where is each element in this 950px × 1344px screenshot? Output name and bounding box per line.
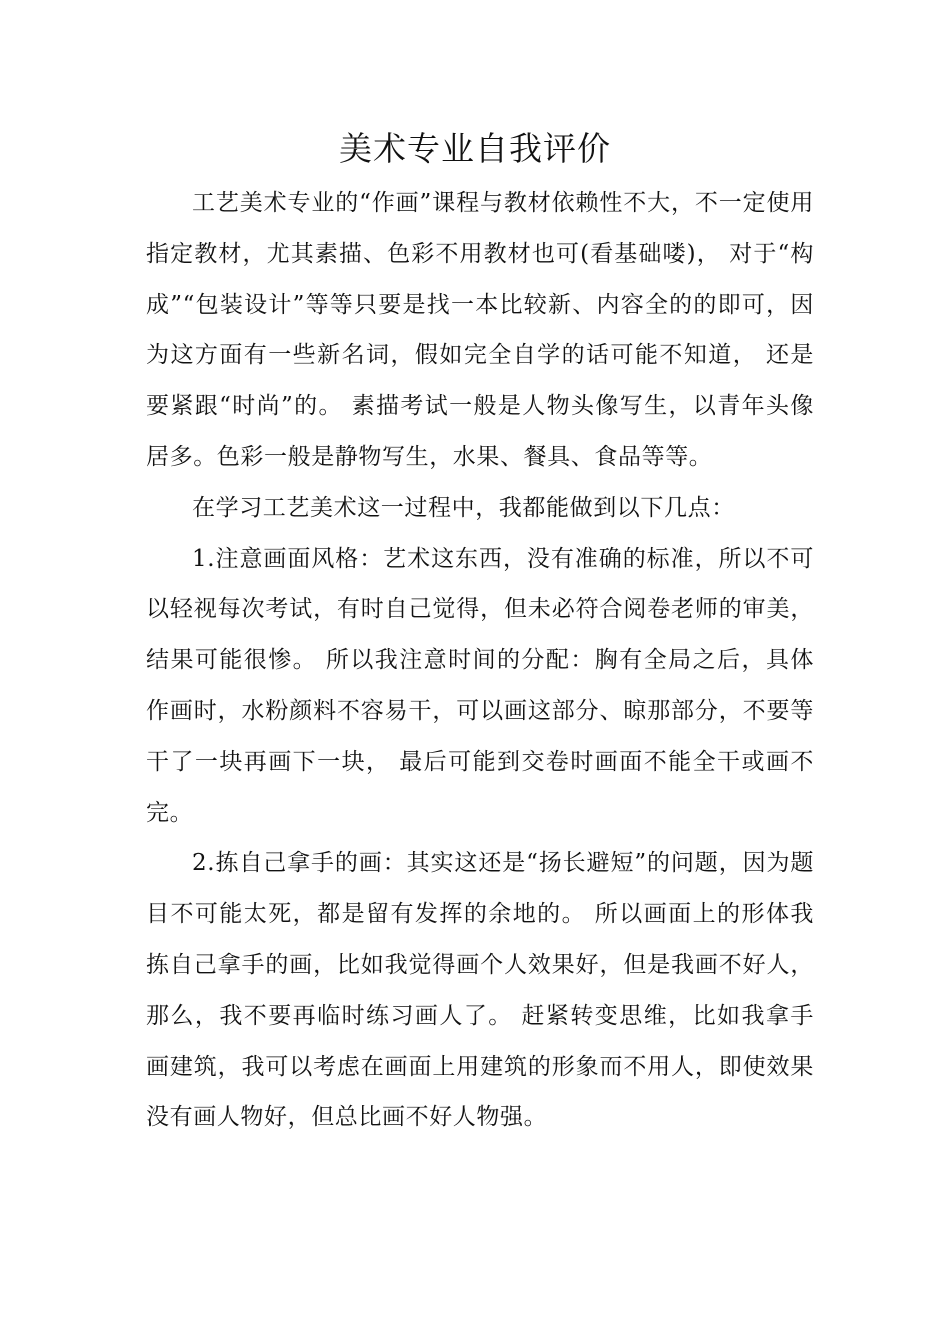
paragraph-intro: 工艺美术专业的“作画”课程与教材依赖性不大，不一定使用指定教材，尤其素描、色彩不用教材也可(看基础喽)， 对于“构成”“包装设计”等等只要是找一本比较新、内容全的的即可，因为这方面有一些新名词，假如完全自学的话可能不知道， 还是要紧跟“时尚”的。 素描考试一般是人物头像写生，以青年头像居多。色彩一般是静物写生，水果、餐具、食品等等。 xyxy=(146,190,814,470)
document-body xyxy=(146,178,814,1143)
document-title: 美术专业自我评价 xyxy=(339,129,611,168)
paragraph-point-2: 2.拣自己拿手的画：其实这还是“扬长避短”的问题，因为题目不可能太死，都是留有发挥的余地的。 所以画面上的形体我拣自己拿手的画，比如我觉得画个人效果好，但是我画不好人，那么，我不要再临时练习画人了。 赶紧转变思维，比如我拿手画建筑，我可以考虑在画面上用建筑的形象而不用人，即使效果没有画人物好，但总比画不好人物强。 xyxy=(146,850,814,1131)
paragraph-points-lead: 在学习工艺美术这一过程中，我都能做到以下几点： xyxy=(192,494,735,521)
paragraph-point-1: 1.注意画面风格：艺术这东西，没有准确的标准，所以不可以轻视每次考试，有时自己觉得，但未必符合阅卷老师的审美，结果可能很惨。 所以我注意时间的分配：胸有全局之后，具体作画时，水粉颜料不容易干，可以画这部分、晾那部分，不要等干了一块再画下一块， 最后可能到交卷时画面不能全干或画不完。 xyxy=(146,545,814,826)
